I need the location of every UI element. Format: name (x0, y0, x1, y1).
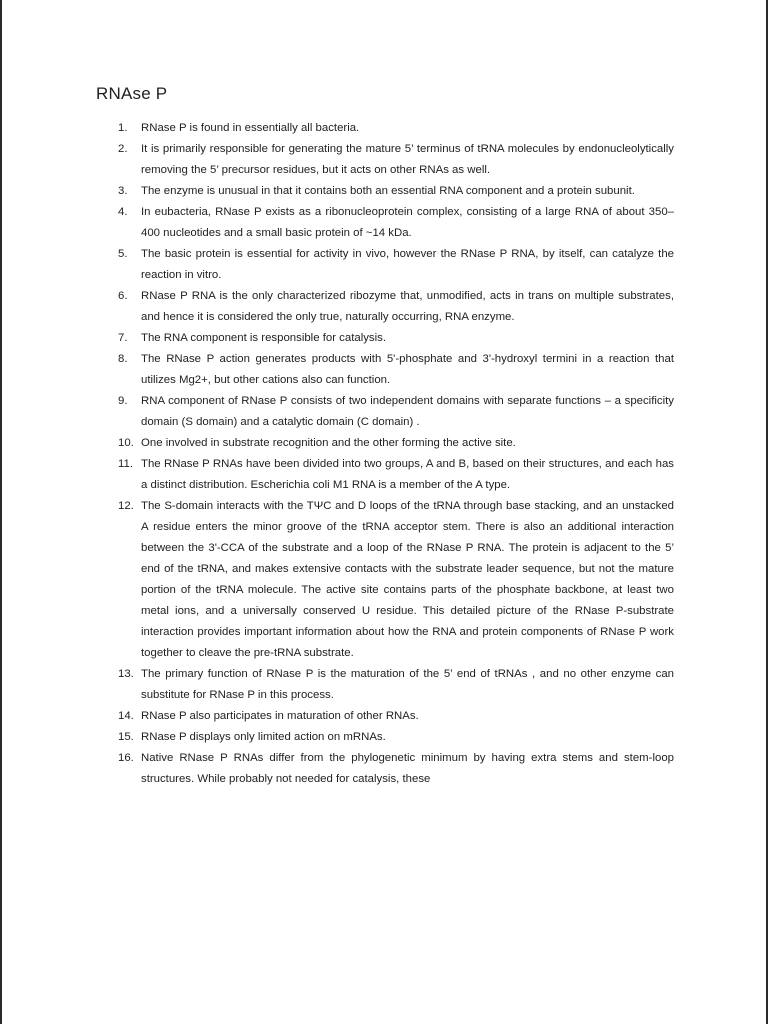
list-item-number: 8. (118, 353, 128, 365)
list-item (96, 202, 674, 244)
list-item (96, 454, 674, 496)
list-item-number: 5. (118, 248, 128, 260)
list-item-text: It is primarily responsible for generating the mature 5’ terminus of tRNA molecules by endonucleolytically removing the 5’ precursor residues, but it acts on other RNAs as well. (141, 143, 674, 176)
list-item-text: RNase P is found in essentially all bacteria. (141, 122, 360, 134)
list-item-number: 2. (118, 143, 128, 155)
list-item-number: 3. (118, 185, 128, 197)
list-item (96, 349, 674, 391)
list-item-text: In eubacteria, RNase P exists as a ribonucleoprotein complex, consisting of a large RNA of about 350–400 nucleotides and a small basic protein of ~14 kDa. (141, 206, 674, 239)
list-item-text: The basic protein is essential for activity in vivo, however the RNase P RNA, by itself, can catalyze the reaction in vitro. (141, 248, 674, 281)
list-item-text: RNase P RNA is the only characterized ribozyme that, unmodified, acts in trans on multiple substrates, and hence it is considered the only true, naturally occurring, RNA enzyme. (141, 290, 674, 323)
list-item-number: 1. (118, 122, 128, 134)
list-item-text: The RNase P RNAs have been divided into two groups, A and B, based on their structures, and each has a distinct distribution. Escherichia coli M1 RNA is a member of the A type. (141, 458, 674, 491)
list-item-number: 9. (118, 395, 128, 407)
list-item (96, 748, 674, 790)
list-item-number: 6. (118, 290, 128, 302)
list-item-number: 14. (118, 710, 134, 722)
list-item (96, 433, 674, 454)
list-item-number: 10. (118, 437, 134, 449)
list-item (96, 244, 674, 286)
list-item-text: The enzyme is unusual in that it contains both an essential RNA component and a protein subunit. (141, 185, 635, 197)
list-item (96, 391, 674, 433)
list-item (96, 118, 674, 139)
numbered-list (96, 118, 674, 790)
page-edge-left (0, 0, 2, 1024)
list-item-number: 16. (118, 752, 134, 764)
list-item-number: 11. (118, 458, 133, 470)
document-body (96, 84, 674, 790)
list-item (96, 139, 674, 181)
document-title: RNAse P (96, 84, 168, 103)
list-item-text: RNA component of RNase P consists of two independent domains with separate functions – a specificity domain (S domain) and a catalytic domain (C domain) . (141, 395, 674, 428)
list-item-number: 7. (118, 332, 128, 344)
list-item-text: Native RNase P RNAs differ from the phylogenetic minimum by having extra stems and stem-loop structures. While probably not needed for catalysis, these (141, 752, 674, 785)
list-item-text: The primary function of RNase P is the maturation of the 5’ end of tRNAs , and no other enzyme can substitute for RNase P in this process. (141, 668, 674, 701)
list-item (96, 727, 674, 748)
list-item-text: The S-domain interacts with the TΨC and D loops of the tRNA through base stacking, and an unstacked A residue enters the minor groove of the tRNA acceptor stem. There is also an additional interaction between the 3'-CCA of the substrate and a loop of the RNase P RNA. The protein is adjacent to the 5’ end of the tRNA, and makes extensive contacts with the substrate leader sequence, but not the mature portion of the tRNA molecule. The active site contains parts of the phosphate backbone, at least two metal ions, and a universally conserved U residue. This detailed picture of the RNase P-substrate interaction provides important information about how the RNA and protein components of RNase P work together to cleave the pre-tRNA substrate. (141, 500, 674, 659)
list-item (96, 496, 674, 664)
list-item (96, 181, 674, 202)
list-item (96, 664, 674, 706)
list-item-text: The RNA component is responsible for catalysis. (141, 332, 387, 344)
list-item-text: The RNase P action generates products with 5'-phosphate and 3'-hydroxyl termini in a reaction that utilizes Mg2+, but other cations also can function. (141, 353, 674, 386)
list-item (96, 706, 674, 727)
list-item-text: One involved in substrate recognition and the other forming the active site. (141, 437, 516, 449)
list-item-number: 13. (118, 668, 134, 680)
list-item-number: 4. (118, 206, 128, 218)
list-item (96, 328, 674, 349)
list-item-number: 15. (118, 731, 134, 743)
list-item-text: RNase P displays only limited action on mRNAs. (141, 731, 386, 743)
list-item (96, 286, 674, 328)
list-item-number: 12. (118, 500, 134, 512)
list-item-text: RNase P also participates in maturation of other RNAs. (141, 710, 419, 722)
